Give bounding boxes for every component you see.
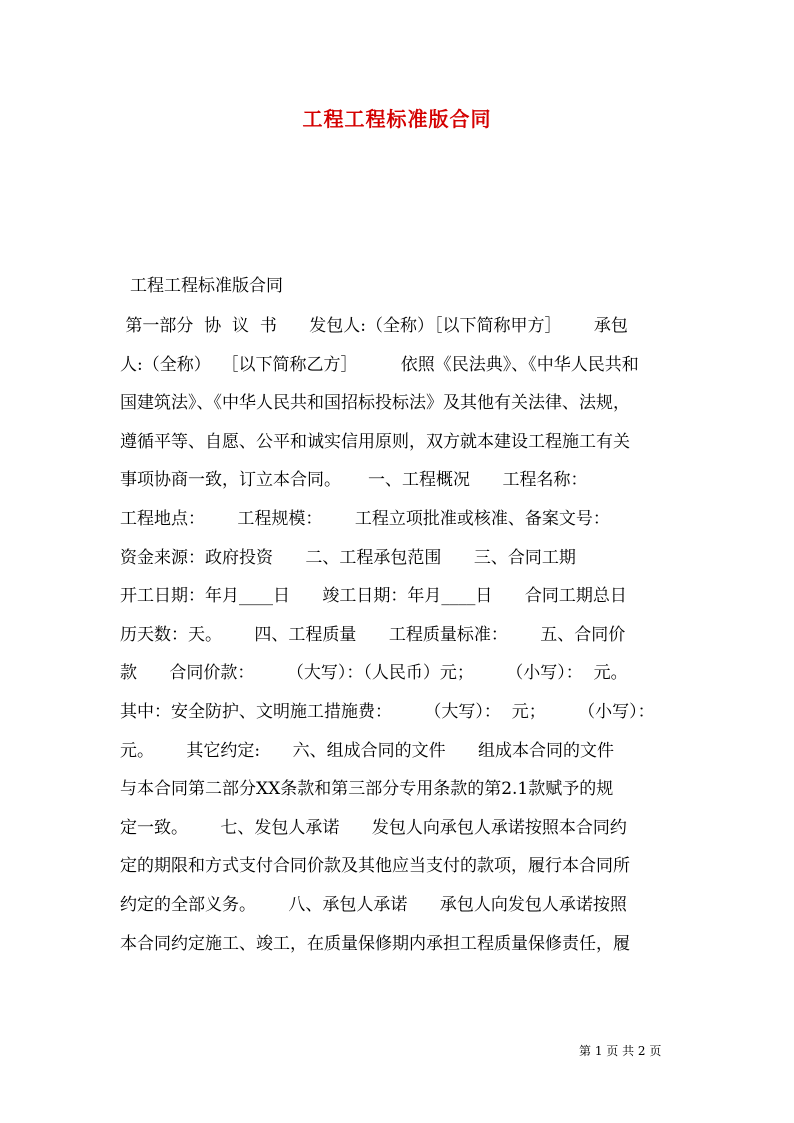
body-line: 定一致。 七、发包人承诺 发包人向承包人承诺按照本合同约 [120,817,627,838]
body-line: 定的期限和方式支付合同价款及其他应当支付的款项，履行本合同所 [120,856,630,877]
body-line: 与本合同第二部分XX条款和第三部分专用条款的第2.1款赋予的规 [120,779,614,800]
document-subtitle: 工程工程标准版合同 [130,276,283,296]
body-line: 历天数：天。 四、工程质量 工程质量标准： 五、合同价 [120,624,626,645]
body-line: 国建筑法》、《中华人民共和国招标投标法》及其他有关法律、法规， [120,393,630,414]
body-line: 第一部分 协 议 书 发包人:（全称）［以下简称甲方］ 承包 [120,316,628,336]
body-line: 资金来源：政府投资 二、工程承包范围 三、合同工期 [120,547,576,568]
body-line: 人:（全称） ［以下简称乙方］ 依照《民法典》、《中华人民共和 [120,354,639,375]
body-line: 元。 其它约定: 六、组成合同的文件 组成本合同的文件 [120,740,614,761]
body-line: 其中：安全防护、文明施工措施费： （大写）： 元； （小写）： [120,701,655,722]
body-line: 事项协商一致，订立本合同。 一、工程概况 工程名称： [120,470,588,491]
body-line: 遵循平等、自愿、公平和诚实信用原则，双方就本建设工程施工有关 [120,431,630,452]
body-line: 工程地点： 工程规模： 工程立项批准或核准、备案文号： [120,508,610,529]
page-number: 第 1 页 共 2 页 [579,1044,662,1058]
body-line: 本合同约定施工、竣工，在质量保修期内承担工程质量保修责任，履 [120,933,630,954]
contract-body [120,314,680,970]
body-line: 开工日期：年月____日 竣工日期：年月____日 合同工期总日 [120,586,627,607]
document-title: 工程工程标准版合同 [302,107,492,131]
body-line: 约定的全部义务。 八、承包人承诺 承包人向发包人承诺按照 [120,894,627,915]
body-line: 款 合同价款： （大写）：（人民币）元； （小写）： 元。 [120,663,628,684]
